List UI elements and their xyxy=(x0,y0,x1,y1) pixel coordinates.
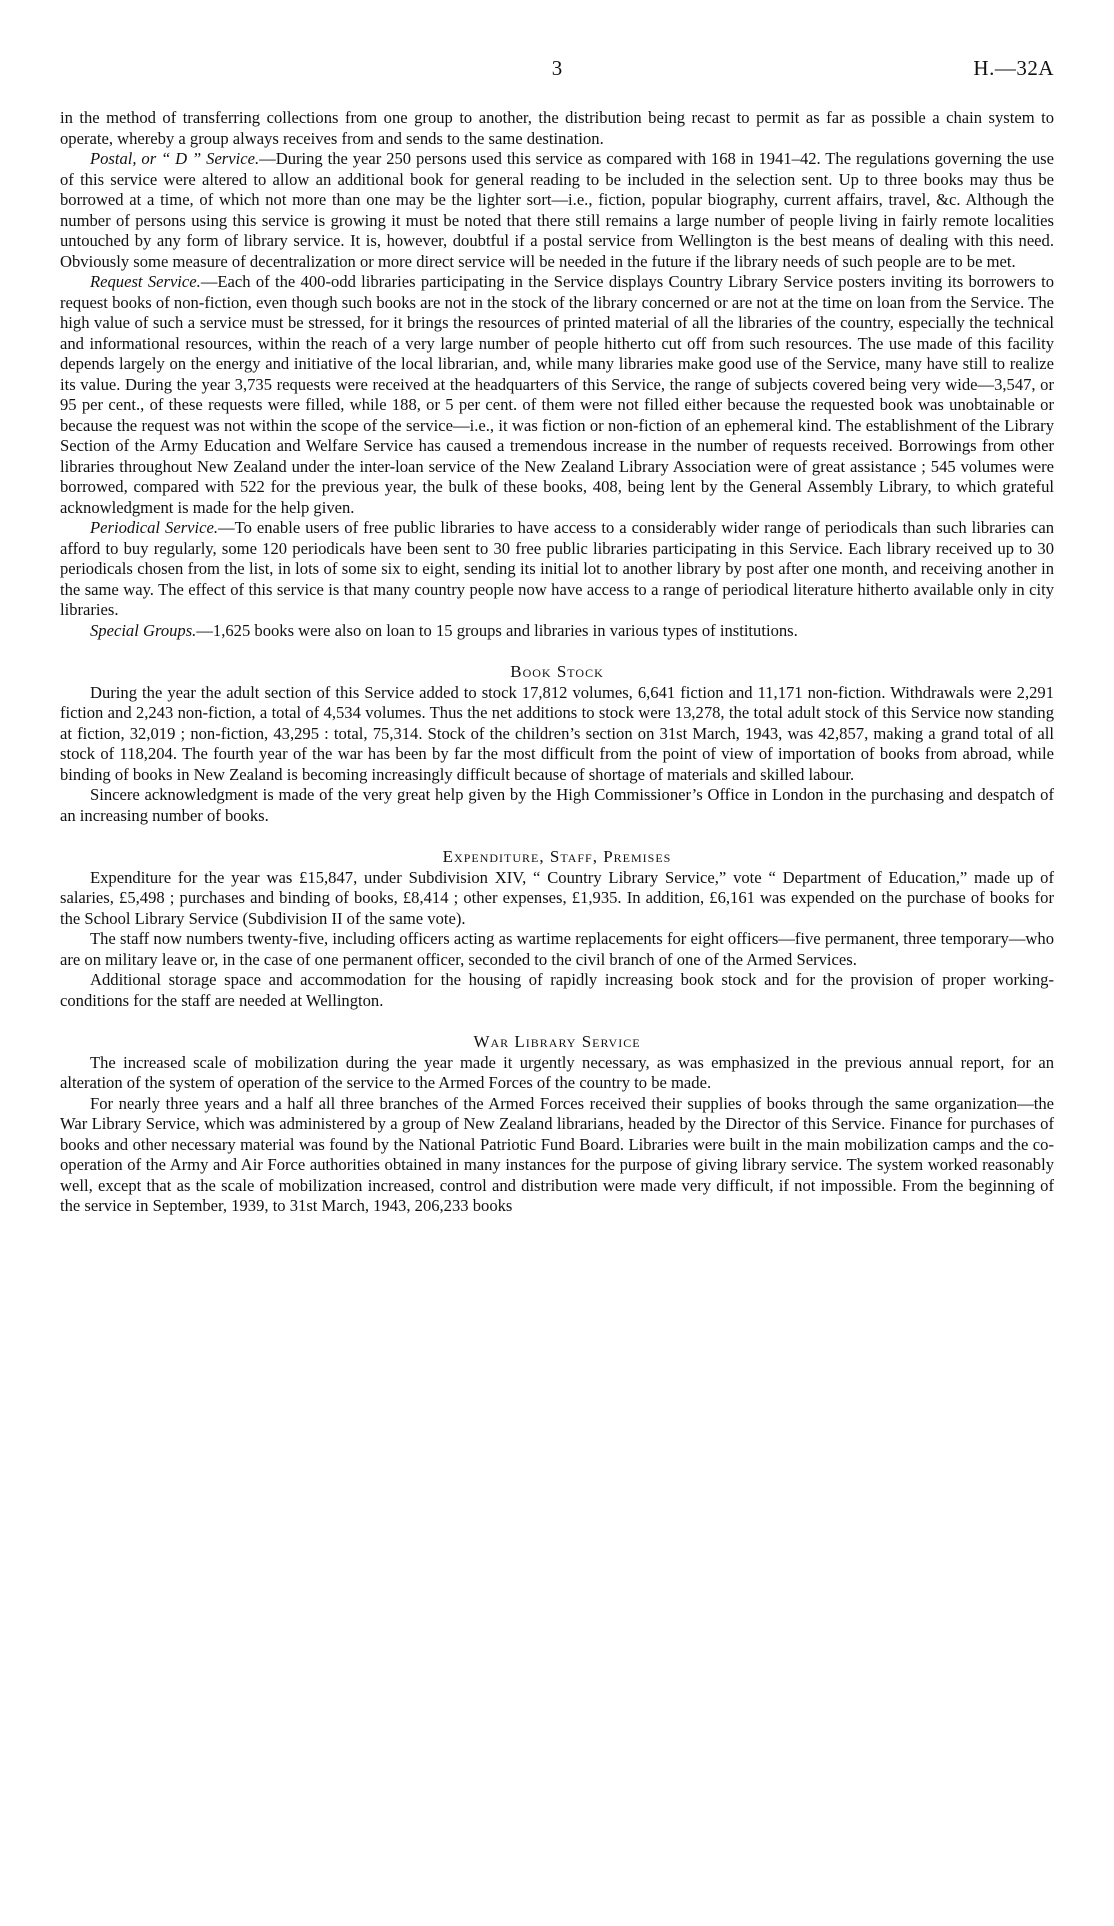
request-service-label: Request Service. xyxy=(90,272,201,291)
war-library-paragraph-1: The increased scale of mobilization during the year made it urgently necessary, as was emphasized in the previous annual report, for an alteration of the system of operation of the service to the Armed Forces of the country to be made. xyxy=(60,1052,1054,1092)
expenditure-heading: Expenditure, Staff, Premises xyxy=(442,847,672,866)
intro-paragraph: in the method of transferring collections from one group to another, the distribution being recast to permit as far as possible a chain system to operate, whereby a group always receives from and sends to the same destination. xyxy=(60,108,1054,148)
postal-service-paragraph xyxy=(60,149,1054,272)
expenditure-paragraph-1: Expenditure for the year was £15,847, under Subdivision XIV, “ Country Library Service,” vote “ Department of Education,” made up of salaries, £5,498 ; purchases and binding of books, £8,414 ; other expenses, £1,935. In addition, £6,161 was expended on the purchase of books for the School Library Service (Subdivision II of the same vote). xyxy=(60,867,1054,928)
war-library-heading: War Library Service xyxy=(473,1032,641,1051)
war-library-paragraph-2: For nearly three years and a half all three branches of the Armed Forces received their supplies of books through the same organization—the War Library Service, which was administered by a group of New Zealand librarians, headed by the Director of this Service. Finance for purchases of books and other necessary material was found by the National Patriotic Fund Board. Libraries were built in the main mobilization camps and the co-operation of the Army and Air Force authorities obtained in many instances for the purpose of giving library service. The system worked reasonably well, except that as the scale of mobilization increased, control and distribution were made very difficult, if not impossible. From the beginning of the service in September, 1939, to 31st March, 1943, 206,233 books xyxy=(60,1093,1054,1215)
book-stock-heading: Book Stock xyxy=(510,662,604,681)
request-service-text: —Each of the 400-odd libraries participating in the Service displays Country Library Service posters inviting its borrowers to request books of non-fiction, even though such books are not in the stock of the library concerned or are not at the time on loan from the Service. The high value of such a service must be stressed, for it brings the resources of printed material of all the libraries of the country, especially the technical and informational resources, within the reach of a very large number of people hitherto cut off from such resources. The use made of this facility depends largely on the energy and initiative of the local librarian, and, while many libraries make good use of the Service, many have still to realize its value. During the year 3,735 requests were received at the headquarters of this Service, the range of subjects covered being very wide—3,547, or 95 per cent., of these requests were filled, while 188, or 5 per cent. of them were not filled either because the requested book was unobtainable or because the request was not within the scope of the service—i.e., it was fiction or non-fiction of an ephemeral kind. The establishment of the Library Section of the Army Education and Welfare Service has caused a tremendous increase in the number of requests received. Borrowings from other libraries throughout New Zealand under the inter-loan service of the New Zealand Library Association were of great assistance ; 545 volumes were borrowed, compared with 522 for the previous year, the bulk of these books, 408, being lent by the General Assembly Library, to which grateful acknowledgment is made for the help given. xyxy=(60,272,1054,517)
periodical-service-text: —To enable users of free public libraries to have access to a considerably wider range of periodicals than such libraries can afford to buy regularly, some 120 periodicals have been sent to 30 free public libraries participating in this Service. Each library received up to 30 periodicals chosen from the list, in lots of some six to eight, sending its initial lot to another library by post after one month, and receiving another in the same way. The effect of this service is that many country people now have access to a range of periodical literature hitherto available only in city libraries. xyxy=(60,518,1055,619)
book-stock-paragraph-2: Sincere acknowledgment is made of the very great help given by the High Commissioner’s Office in London in the purchasing and despatch of an increasing number of books. xyxy=(60,785,1054,825)
postal-service-text: —During the year 250 persons used this service as compared with 168 in 1941–42. The regulations governing the use of this service were altered to allow an additional book for general reading to be included in the selection sent. Up to three books may thus be borrowed at a time, of which not more than one may be the lighter sort—i.e., fiction, popular biography, current affairs, travel, &c. Although the number of persons using this service is growing it must be noted that there still remains a large number of people living in fairly remote localities untouched by any form of library service. It is, however, doubtful if a postal service from Wellington is the best means of dealing with this need. Obviously some measure of decentralization or more direct service will be needed in the future if the library needs of such people are to be met. xyxy=(60,149,1054,271)
special-groups-paragraph xyxy=(60,621,1054,642)
expenditure-paragraph-3: Additional storage space and accommodation for the housing of rapidly increasing book stock and for the provision of proper working-conditions for the staff are needed at Wellington. xyxy=(60,970,1054,1010)
document-reference: H.—32A xyxy=(973,56,1054,80)
expenditure-paragraph-2: The staff now numbers twenty-five, including officers acting as wartime replacements for eight officers—five permanent, three temporary—who are on military leave or, in the case of one permanent officer, seconded to the civil branch of one of the Armed Services. xyxy=(60,929,1054,969)
special-groups-label: Special Groups. xyxy=(90,620,197,640)
special-groups-text: —1,625 books were also on loan to 15 groups and libraries in various types of institutions. xyxy=(196,620,798,640)
page-number: 3 xyxy=(551,56,563,80)
book-stock-paragraph-1: During the year the adult section of this Service added to stock 17,812 volumes, 6,641 fiction and 11,171 non-fiction. Withdrawals were 2,291 fiction and 2,243 non-fiction, a total of 4,534 volumes. Thus the net additions to stock were 13,278, the total adult stock of this Service now standing at fiction, 32,019 ; non-fiction, 43,295 : total, 75,314. Stock of the children’s section on 31st March, 1943, was 42,857, making a grand total of all stock of 118,204. The fourth year of the war has been by far the most difficult from the point of view of importation of books from abroad, while binding of books in New Zealand is becoming increasingly difficult because of shortage of materials and skilled labour. xyxy=(60,682,1054,784)
periodical-service-paragraph xyxy=(60,518,1054,621)
request-service-paragraph xyxy=(60,272,1054,518)
periodical-service-label: Periodical Service. xyxy=(90,518,219,537)
postal-service-label: Postal, or “ D ” Service. xyxy=(90,149,260,168)
page-header xyxy=(60,58,1054,108)
